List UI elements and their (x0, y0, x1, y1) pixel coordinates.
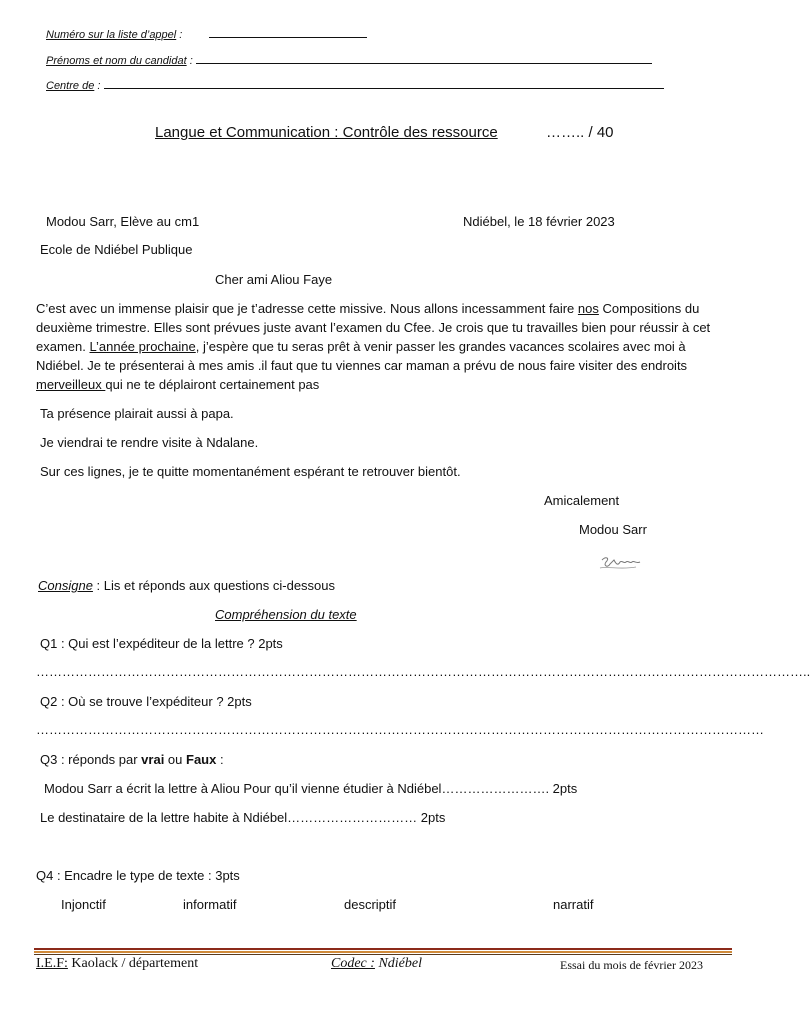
q3-colon: : (216, 752, 224, 767)
letter-sender: Modou Sarr, Elève au cm1 (46, 214, 200, 229)
q3-faux: Faux (186, 752, 217, 767)
q3-part-a: Q3 : réponds par (40, 752, 142, 767)
text-type-descriptif[interactable]: descriptif (344, 897, 397, 912)
letter-paragraph-4: Sur ces lignes, je te quitte momentanément espérant te retrouver bientôt. (40, 464, 461, 479)
roll-number-field[interactable] (209, 27, 367, 38)
text-type-informatif[interactable]: informatif (183, 897, 237, 912)
question-2: Q2 : Où se trouve l’expéditeur ? 2pts (40, 694, 252, 709)
centre-line (46, 78, 664, 92)
letter-closing: Amicalement (544, 493, 620, 508)
roll-number-colon: : (176, 29, 183, 41)
section-title-text: Compréhension du texte (215, 607, 357, 622)
text-type-injonctif[interactable]: Injonctif (61, 897, 106, 912)
q3-statement-2: Le destinataire de la lettre habite à Ndiébel………………………… 2pts (40, 810, 446, 825)
text-type-narratif[interactable]: narratif (553, 897, 594, 912)
footer-rule-dark (34, 948, 732, 950)
letter-paragraph-1 (36, 299, 736, 394)
footer-rule-light (34, 951, 732, 953)
exam-title (155, 124, 498, 141)
p1-underlined-merveilleux: merveilleux (36, 377, 106, 392)
letter-school: Ecole de Ndiébel Publique (40, 242, 193, 257)
letter-greeting: Cher ami Aliou Faye (215, 272, 333, 287)
letter-signature-name: Modou Sarr (579, 522, 647, 537)
exam-title-text: Langue et Communication : Contrôle des ressource (155, 124, 498, 141)
signature-scribble (596, 552, 644, 579)
centre-colon: : (94, 80, 101, 92)
letter-place-date: Ndiébel, le 18 février 2023 (463, 214, 615, 229)
consigne-line (38, 578, 335, 593)
candidate-name-label: Prénoms et nom du candidat (46, 55, 187, 67)
q3-statement-1: Modou Sarr a écrit la lettre à Aliou Pour qu’il vienne étudier à Ndiébel……………………. 2pts (44, 781, 578, 796)
roll-number-line (46, 27, 367, 41)
q3-ou: ou (164, 752, 186, 767)
footer-essai: Essai du mois de février 2023 (560, 958, 703, 972)
section-title (215, 607, 357, 622)
footer-codec-text: Ndiébel (374, 956, 422, 971)
candidate-name-line (46, 53, 652, 67)
p1-underlined-annee: L’année prochaine (89, 339, 196, 354)
answer-line-1[interactable]: …………………………………………………………………………………………………………………………………………………………….. (36, 664, 810, 679)
candidate-name-field[interactable] (196, 53, 652, 64)
footer-rule-thin (34, 954, 732, 955)
question-3 (40, 752, 224, 767)
p1-part-b: Compositions du deuxième trimestre. Elles sont prévues juste avant l’examen du Cfee. Je crois que tu travailles bien pour réussir à cet examen. (36, 301, 711, 354)
footer-codec-label: Codec : (331, 956, 375, 971)
centre-label: Centre de (46, 80, 95, 92)
q3-vrai: vrai (141, 752, 165, 767)
p1-underlined-nos: nos (577, 301, 599, 316)
letter-paragraph-3: Je viendrai te rendre visite à Ndalane. (40, 435, 259, 450)
p1-part-c: , j’espère que tu seras prêt à venir passer les grandes vacances scolaires avec moi à Ndiébel. Je te présenterai à mes amis .il faut que tu viennes car maman a prévu de nous faire visiter des endroits (36, 339, 688, 373)
p1-part-a: C’est avec un immense plaisir que je t’adresse cette missive. Nous allons incessamment faire (36, 301, 578, 316)
exam-score: …….. / 40 (546, 124, 614, 141)
footer-rule (34, 948, 732, 955)
p1-part-d: qui ne te déplairont certainement pas (105, 377, 320, 392)
question-4: Q4 : Encadre le type de texte : 3pts (36, 868, 240, 883)
footer-codec (331, 956, 422, 972)
letter-paragraph-2: Ta présence plairait aussi à papa. (40, 406, 234, 421)
answer-line-2[interactable]: …………………………………………………………………………………………………………………………………………………… (36, 722, 764, 737)
footer-ief (36, 956, 198, 972)
candidate-name-colon: : (186, 55, 193, 67)
footer-ief-text: Kaolack / département (67, 956, 199, 971)
centre-field[interactable] (104, 78, 664, 89)
roll-number-label: Numéro sur la liste d’appel (46, 29, 177, 41)
consigne-label: Consigne (38, 578, 93, 593)
footer-ief-label: I.E.F: (36, 956, 68, 971)
question-1: Q1 : Qui est l’expéditeur de la lettre ? 2pts (40, 636, 283, 651)
consigne-text: : Lis et réponds aux questions ci-dessous (92, 578, 336, 593)
